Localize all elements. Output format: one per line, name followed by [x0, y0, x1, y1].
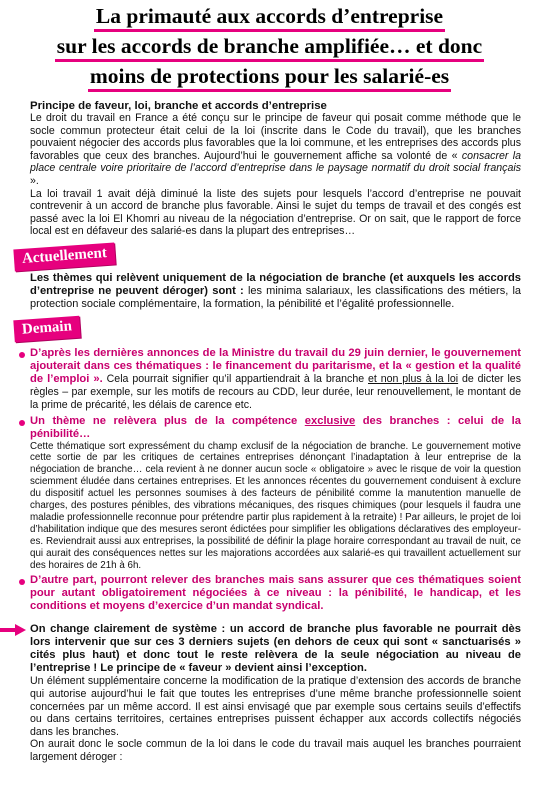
demain-item-1-text-a: Cela pourrait signifier qu’il appartiendrait à la branche [102, 373, 368, 386]
tag-actuellement: Actuellement [13, 242, 115, 271]
title-line-1: La primauté aux accords d’entreprise [94, 4, 445, 32]
intro-p1-end: ». [30, 174, 39, 187]
change-section [30, 623, 521, 763]
actuellement-paragraph [30, 272, 521, 310]
pink-right-arrow-icon [0, 624, 26, 636]
intro-paragraph-1 [30, 112, 521, 188]
pink-dot-bullet-icon [19, 420, 25, 426]
demain-item-1-highlight: D’après les dernières annonces de la Ministre du travail du 29 juin dernier, le gouvernement ajouterait dans ces thématiques : le financement du paritarisme, et la « gestion et la qualité de l’emploi ». [30, 347, 521, 386]
actuellement-rest: les minima salariaux, les classifications des métiers, la protection sociale complémentaire, la formation, la pénibilité et l’égalité professionnelle. [30, 284, 521, 310]
demain-item-1-underline: et non plus à la loi [368, 373, 459, 386]
article-body [0, 100, 539, 764]
pink-dot-bullet-icon [19, 352, 25, 358]
change-paragraph-1: Un élément supplémentaire concerne la modification de la pratique d’extension des accords de branche qui autorise aujourd’hui le fait que toutes les entreprises d’une même branche professionnelle soient concernées par un même accord. Il est ainsi envisagé que par exemple sous certains seuils d’effectifs ou dans certains territoires, certaines entreprises puissent échapper aux accords collectifs négociés dans les branches. [30, 675, 521, 738]
page-title [0, 4, 539, 94]
demain-item-3 [30, 574, 521, 613]
title-line-2: sur les accords de branche amplifiée… et donc [55, 34, 484, 62]
demain-item-2 [30, 415, 521, 572]
intro-paragraph-2: La loi travail 1 avait déjà diminué la liste des sujets pour lesquels l’accord d’entreprise ne pouvait contrevenir à un accord de branche plus favorable. Ainsi le sujet du temps de travail et des congés est passé avec la loi El Khomri au niveau de la négociation d’entreprise. Or on sait, que le rapport de force local est en défaveur des salarié-es dans la plupart des entreprises… [30, 187, 521, 238]
intro-p1-quote: consacrer la place centrale voire prioritaire de l’accord d’entreprise dans le paysage normatif du droit social français [30, 149, 522, 175]
intro-heading: Principe de faveur, loi, branche et accords d’entreprise [30, 100, 327, 112]
demain-item-2-highlight-b: des branches : celui de la pénibilité… [30, 414, 521, 440]
intro-p1-text: Le droit du travail en France a été conçu sur le principe de faveur qui posait comme méthode que le socle commun protecteur était celui de la loi (inscrite dans le Code du travail), que les branches pouvaient négocier des accords plus favorables que la loi commune, et les entreprises des accords plus favorables que ceux des branches. Aujourd’hui le gouvernement affiche sa volonté de « [30, 112, 521, 162]
demain-item-1 [30, 347, 521, 411]
demain-item-2-highlight-a: Un thème ne relèvera plus de la compétence [30, 414, 305, 427]
actuellement-bold: Les thèmes qui relèvent uniquement de la négociation de branche (et auxquels les accords d’entreprise ne peuvent déroger) sont : [30, 271, 521, 297]
change-bold-paragraph: On change clairement de système : un accord de branche plus favorable ne pourrait dès lors intervenir que sur ces 3 derniers sujets (en dehors de ceux qui sont « sanctuarisés » cités plus haut) et donc tout le reste relèvera de la seule négociation au niveau de l’entreprise ! Le principe de « faveur » devient ainsi l’exception. [30, 623, 521, 675]
demain-item-3-highlight: D’autre part, pourront relever des branches mais sans assurer que ces thématiques soient pour autant obligatoirement négociées à ce niveau : la pénibilité, le handicap, et les conditions et moyens d’exercice d’un mandat syndical. [30, 574, 521, 613]
change-paragraph-2: On aurait donc le socle commun de la loi dans le code du travail mais auquel les branches pourraient largement déroger : [30, 738, 521, 764]
title-line-3: moins de protections pour les salarié-es [88, 64, 451, 92]
pink-dot-bullet-icon [19, 579, 25, 585]
demain-item-1-text-b: de dicter les règles – par exemple, sur les motifs de recours au CDD, leur durée, leur renouvellement, le montant de la prime de précarité, les délais de carence etc. [30, 373, 521, 411]
demain-item-2-details: Cette thématique sort expressément du champ exclusif de la négociation de branche. Le gouvernement motive cette sortie de par les critiques de certaines entreprises dénonçant l’inadaptation à leur entreprise de la négociation de branche… cela revient à ne donner aucun socle « obligatoire » avec le risque de voir la question sciemment éludée dans certaines entreprises. Et les annonces récentes du gouvernement conduisent à exclure du dispositif actuel les personnes soumises à des facteurs de pénibilité comme la manutention manuelle de charges, des postures pénibles, des vibrations mécaniques, des risques chimiques (pour lesquels il faudra une maladie professionnelle reconnue pour prétendre partir plus rapidement à la retraite) ! Par ailleurs, le projet de loi d’habilitation indique que des mesures seront édictées pour simplifier les obligations déclaratives des employeur-es. Reviendrait aussi aux entreprises, la possibilité de définir la plage horaire correspondant au travail de nuit, ce qui aurait des conséquences nettes sur les majorations accordées aux salarié-es qui travaillent actuellement sur des horaires de 21h à 6h. [30, 440, 521, 571]
demain-item-2-underline: exclusive [304, 414, 356, 427]
tag-demain: Demain [13, 316, 80, 343]
